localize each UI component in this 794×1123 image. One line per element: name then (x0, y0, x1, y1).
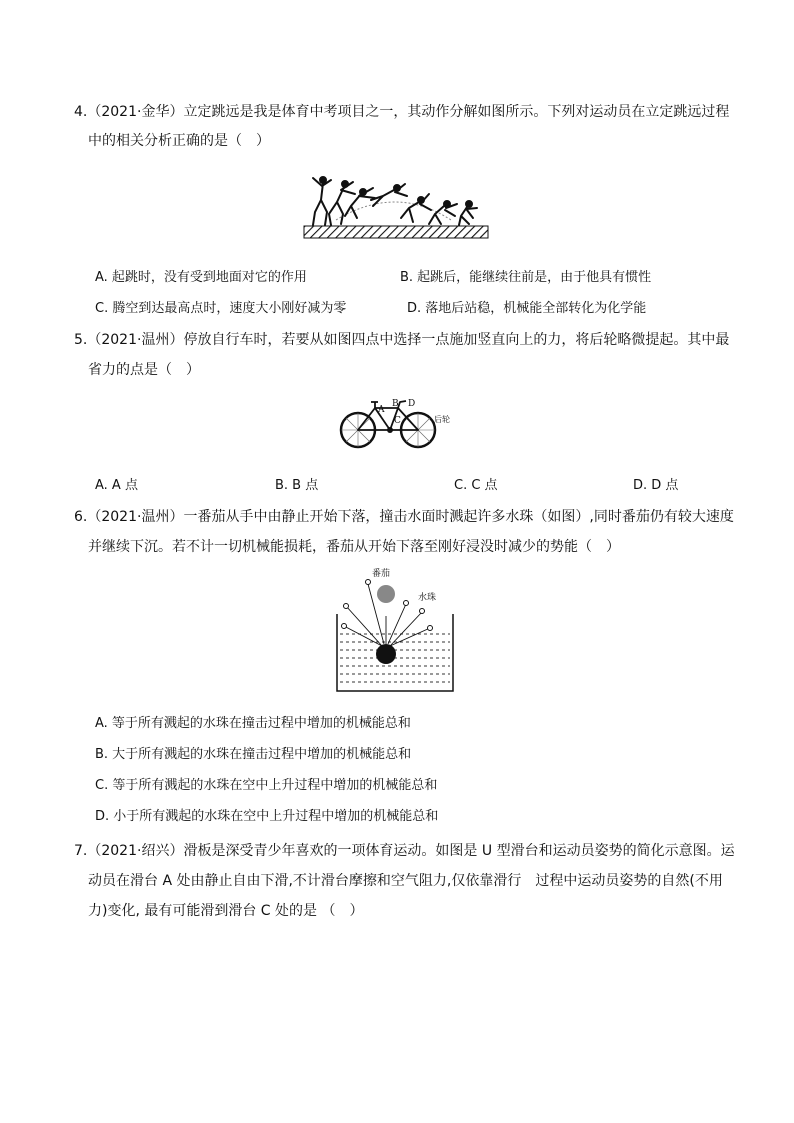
jumper-silhouettes (313, 177, 477, 225)
point-c-label: C (394, 416, 401, 426)
droplet-label: 水珠 (418, 593, 437, 603)
q5-number: 5. (74, 332, 88, 348)
point-a-label: A (378, 405, 385, 415)
falling-tomato (377, 585, 395, 603)
submerged-tomato (376, 644, 396, 664)
q7-line-3: 力)变化, 最有可能滑到滑台 C 处的是 （ ） (88, 903, 364, 919)
q5-option-a: A. A 点 (95, 478, 138, 493)
point-b-label: B (392, 399, 399, 409)
q6-line-1 (74, 508, 734, 526)
bicycle-figure (338, 390, 458, 452)
q4-option-d: D. 落地后站稳，机械能全部转化为化学能 (407, 301, 647, 316)
tomato-label: 番茄 (372, 569, 391, 579)
pedal-crank (387, 427, 393, 433)
q6-option-a: A. 等于所有溅起的水珠在撞击过程中增加的机械能总和 (95, 716, 411, 731)
q5-line-2: 省力的点是（ ） (88, 362, 200, 378)
q7-line-1 (74, 842, 735, 860)
q6-number: 6. (74, 509, 88, 525)
q6-option-c: C. 等于所有溅起的水珠在空中上升过程中增加的机械能总和 (95, 778, 438, 793)
long-jump-figure (301, 170, 491, 242)
q4-text-1: （2021·金华）立定跳远是我是体育中考项目之一，其动作分解如图所示。下列对运动员在立定跳远过程 (87, 104, 730, 120)
q4-option-c: C. 腾空到达最高点时，速度大小刚好减为零 (95, 301, 347, 316)
q6-line-2: 并继续下沉。若不计一切机械能损耗，番茄从开始下落至刚好浸没时减少的势能（ ） (88, 539, 620, 555)
q5-option-d: D. D 点 (633, 478, 679, 493)
q7-number: 7. (74, 843, 88, 859)
point-d-label: D (408, 399, 416, 409)
q4-option-a: A. 起跳时，没有受到地面对它的作用 (95, 270, 307, 285)
q6-option-d: D. 小于所有溅起的水珠在空中上升过程中增加的机械能总和 (95, 809, 439, 824)
q4-line-1 (74, 103, 729, 121)
q4-number: 4. (74, 104, 88, 120)
q5-option-b: B. B 点 (275, 478, 319, 493)
q5-line-1 (74, 331, 729, 349)
q4-line-2: 中的相关分析正确的是（ ） (88, 133, 270, 149)
q4-option-b: B. 起跳后，能继续往前是，由于他具有惯性 (400, 270, 652, 285)
q7-line-2: 动员在滑台 A 处由静止自由下滑,不计滑台摩擦和空气阻力,仅依靠滑行 过程中运动员姿势的自然(不用 (88, 873, 723, 889)
q6-option-b: B. 大于所有溅起的水珠在撞击过程中增加的机械能总和 (95, 747, 412, 762)
q7-text-1: （2021·绍兴）滑板是深受青少年喜欢的一项体育运动。如图是 U 型滑台和运动员姿势的简化示意图。运 (87, 843, 735, 859)
ground-hatch (304, 226, 488, 238)
q5-text-1: （2021·温州）停放自行车时，若要从如图四点中选择一点施加竖直向上的力，将后轮略微提起。其中最 (87, 332, 730, 348)
q5-option-c: C. C 点 (454, 478, 498, 493)
rear-wheel-label: 后轮 (434, 415, 450, 424)
tomato-water-figure (334, 566, 456, 694)
q6-text-1: （2021·温州）一番茄从手中由静止开始下落，撞击水面时溅起许多水珠（如图）,同时番茄仍有较大速度 (87, 509, 734, 525)
